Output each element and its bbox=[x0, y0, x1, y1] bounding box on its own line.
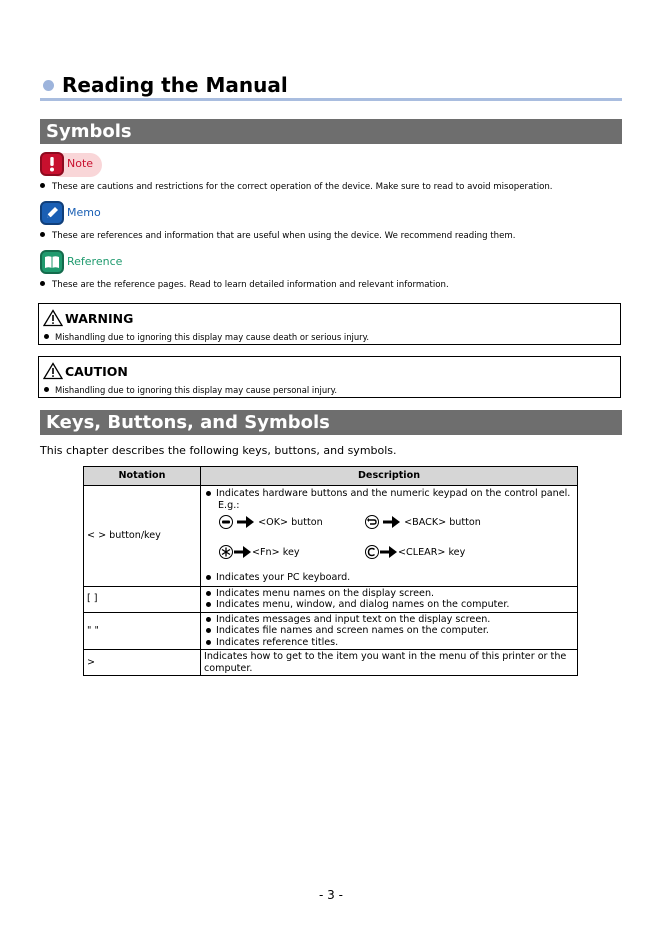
description-line: Indicates hardware buttons and the numeric keypad on the control panel. bbox=[204, 488, 574, 500]
description-line: Indicates file names and screen names on the computer. bbox=[204, 625, 574, 637]
arrow-right-icon bbox=[380, 545, 398, 559]
caution-triangle-icon bbox=[43, 362, 63, 380]
description-line: Indicates menu, window, and dialog names on the computer. bbox=[204, 599, 574, 611]
fn-label: <Fn> key bbox=[252, 547, 300, 558]
fn-key-icon bbox=[218, 544, 234, 560]
notation-cell: < > button/key bbox=[84, 486, 201, 587]
back-example bbox=[364, 514, 481, 530]
warning-triangle-icon bbox=[43, 309, 63, 327]
notation-cell: [ ] bbox=[84, 586, 201, 612]
key-examples bbox=[204, 512, 574, 572]
description-cell bbox=[201, 586, 578, 612]
warning-box bbox=[38, 303, 621, 345]
ok-example bbox=[218, 514, 323, 530]
description-cell: Indicates how to get to the item you want in the menu of this printer or the computer. bbox=[201, 650, 578, 676]
caution-text: Mishandling due to ignoring this display may cause personal injury. bbox=[44, 385, 337, 395]
description-line: Indicates reference titles. bbox=[204, 637, 574, 649]
fn-example bbox=[218, 544, 300, 560]
clear-key-icon bbox=[364, 544, 380, 560]
warning-heading: WARNING bbox=[43, 309, 133, 327]
intro-text: This chapter describes the following keys, buttons, and symbols. bbox=[40, 444, 397, 457]
memo-label: Memo bbox=[67, 206, 101, 219]
memo-text: These are references and information that are useful when using the device. We recommend reading them. bbox=[40, 231, 515, 241]
notation-cell: > bbox=[84, 650, 201, 676]
description-line: Indicates menu names on the display screen. bbox=[204, 588, 574, 600]
note-text: These are cautions and restrictions for the correct operation of the device. Make sure to read to avoid misoperation. bbox=[40, 182, 553, 192]
note-icon bbox=[40, 152, 64, 176]
page-number: - 3 - bbox=[319, 888, 343, 902]
arrow-right-icon bbox=[383, 515, 401, 529]
back-key-icon bbox=[364, 514, 380, 530]
ok-label: <OK> button bbox=[258, 517, 323, 528]
arrow-right-icon bbox=[234, 545, 252, 559]
page-title-row bbox=[40, 72, 622, 98]
table-row bbox=[84, 486, 578, 587]
caution-box bbox=[38, 356, 621, 398]
memo-icon bbox=[40, 201, 64, 225]
title-bullet-icon bbox=[43, 80, 54, 91]
table-row bbox=[84, 612, 578, 650]
reference-text: These are the reference pages. Read to learn detailed information and relevant information. bbox=[40, 280, 449, 290]
table-row bbox=[84, 586, 578, 612]
table-header-row bbox=[84, 467, 578, 486]
section-header-keys: Keys, Buttons, and Symbols bbox=[40, 410, 622, 435]
note-label: Note bbox=[67, 157, 94, 170]
notation-table bbox=[83, 466, 578, 676]
description-line: Indicates your PC keyboard. bbox=[204, 572, 574, 584]
ok-key-icon bbox=[218, 514, 234, 530]
reference-icon bbox=[40, 250, 64, 274]
page-title: Reading the Manual bbox=[62, 73, 288, 97]
table-row bbox=[84, 650, 578, 676]
notation-cell: " " bbox=[84, 612, 201, 650]
title-divider bbox=[40, 98, 622, 101]
caution-heading: CAUTION bbox=[43, 362, 128, 380]
table-header-notation: Notation bbox=[84, 467, 201, 486]
table-header-description: Description bbox=[201, 467, 578, 486]
description-cell bbox=[201, 612, 578, 650]
clear-label: <CLEAR> key bbox=[398, 547, 466, 558]
warning-text: Mishandling due to ignoring this display may cause death or serious injury. bbox=[44, 332, 369, 342]
reference-label: Reference bbox=[67, 255, 123, 268]
description-cell bbox=[201, 486, 578, 587]
arrow-right-icon bbox=[237, 515, 255, 529]
section-header-symbols: Symbols bbox=[40, 119, 622, 144]
back-label: <BACK> button bbox=[404, 517, 481, 528]
eg-label: E.g.: bbox=[218, 499, 240, 511]
clear-example bbox=[364, 544, 465, 560]
description-line: Indicates messages and input text on the display screen. bbox=[204, 614, 574, 626]
